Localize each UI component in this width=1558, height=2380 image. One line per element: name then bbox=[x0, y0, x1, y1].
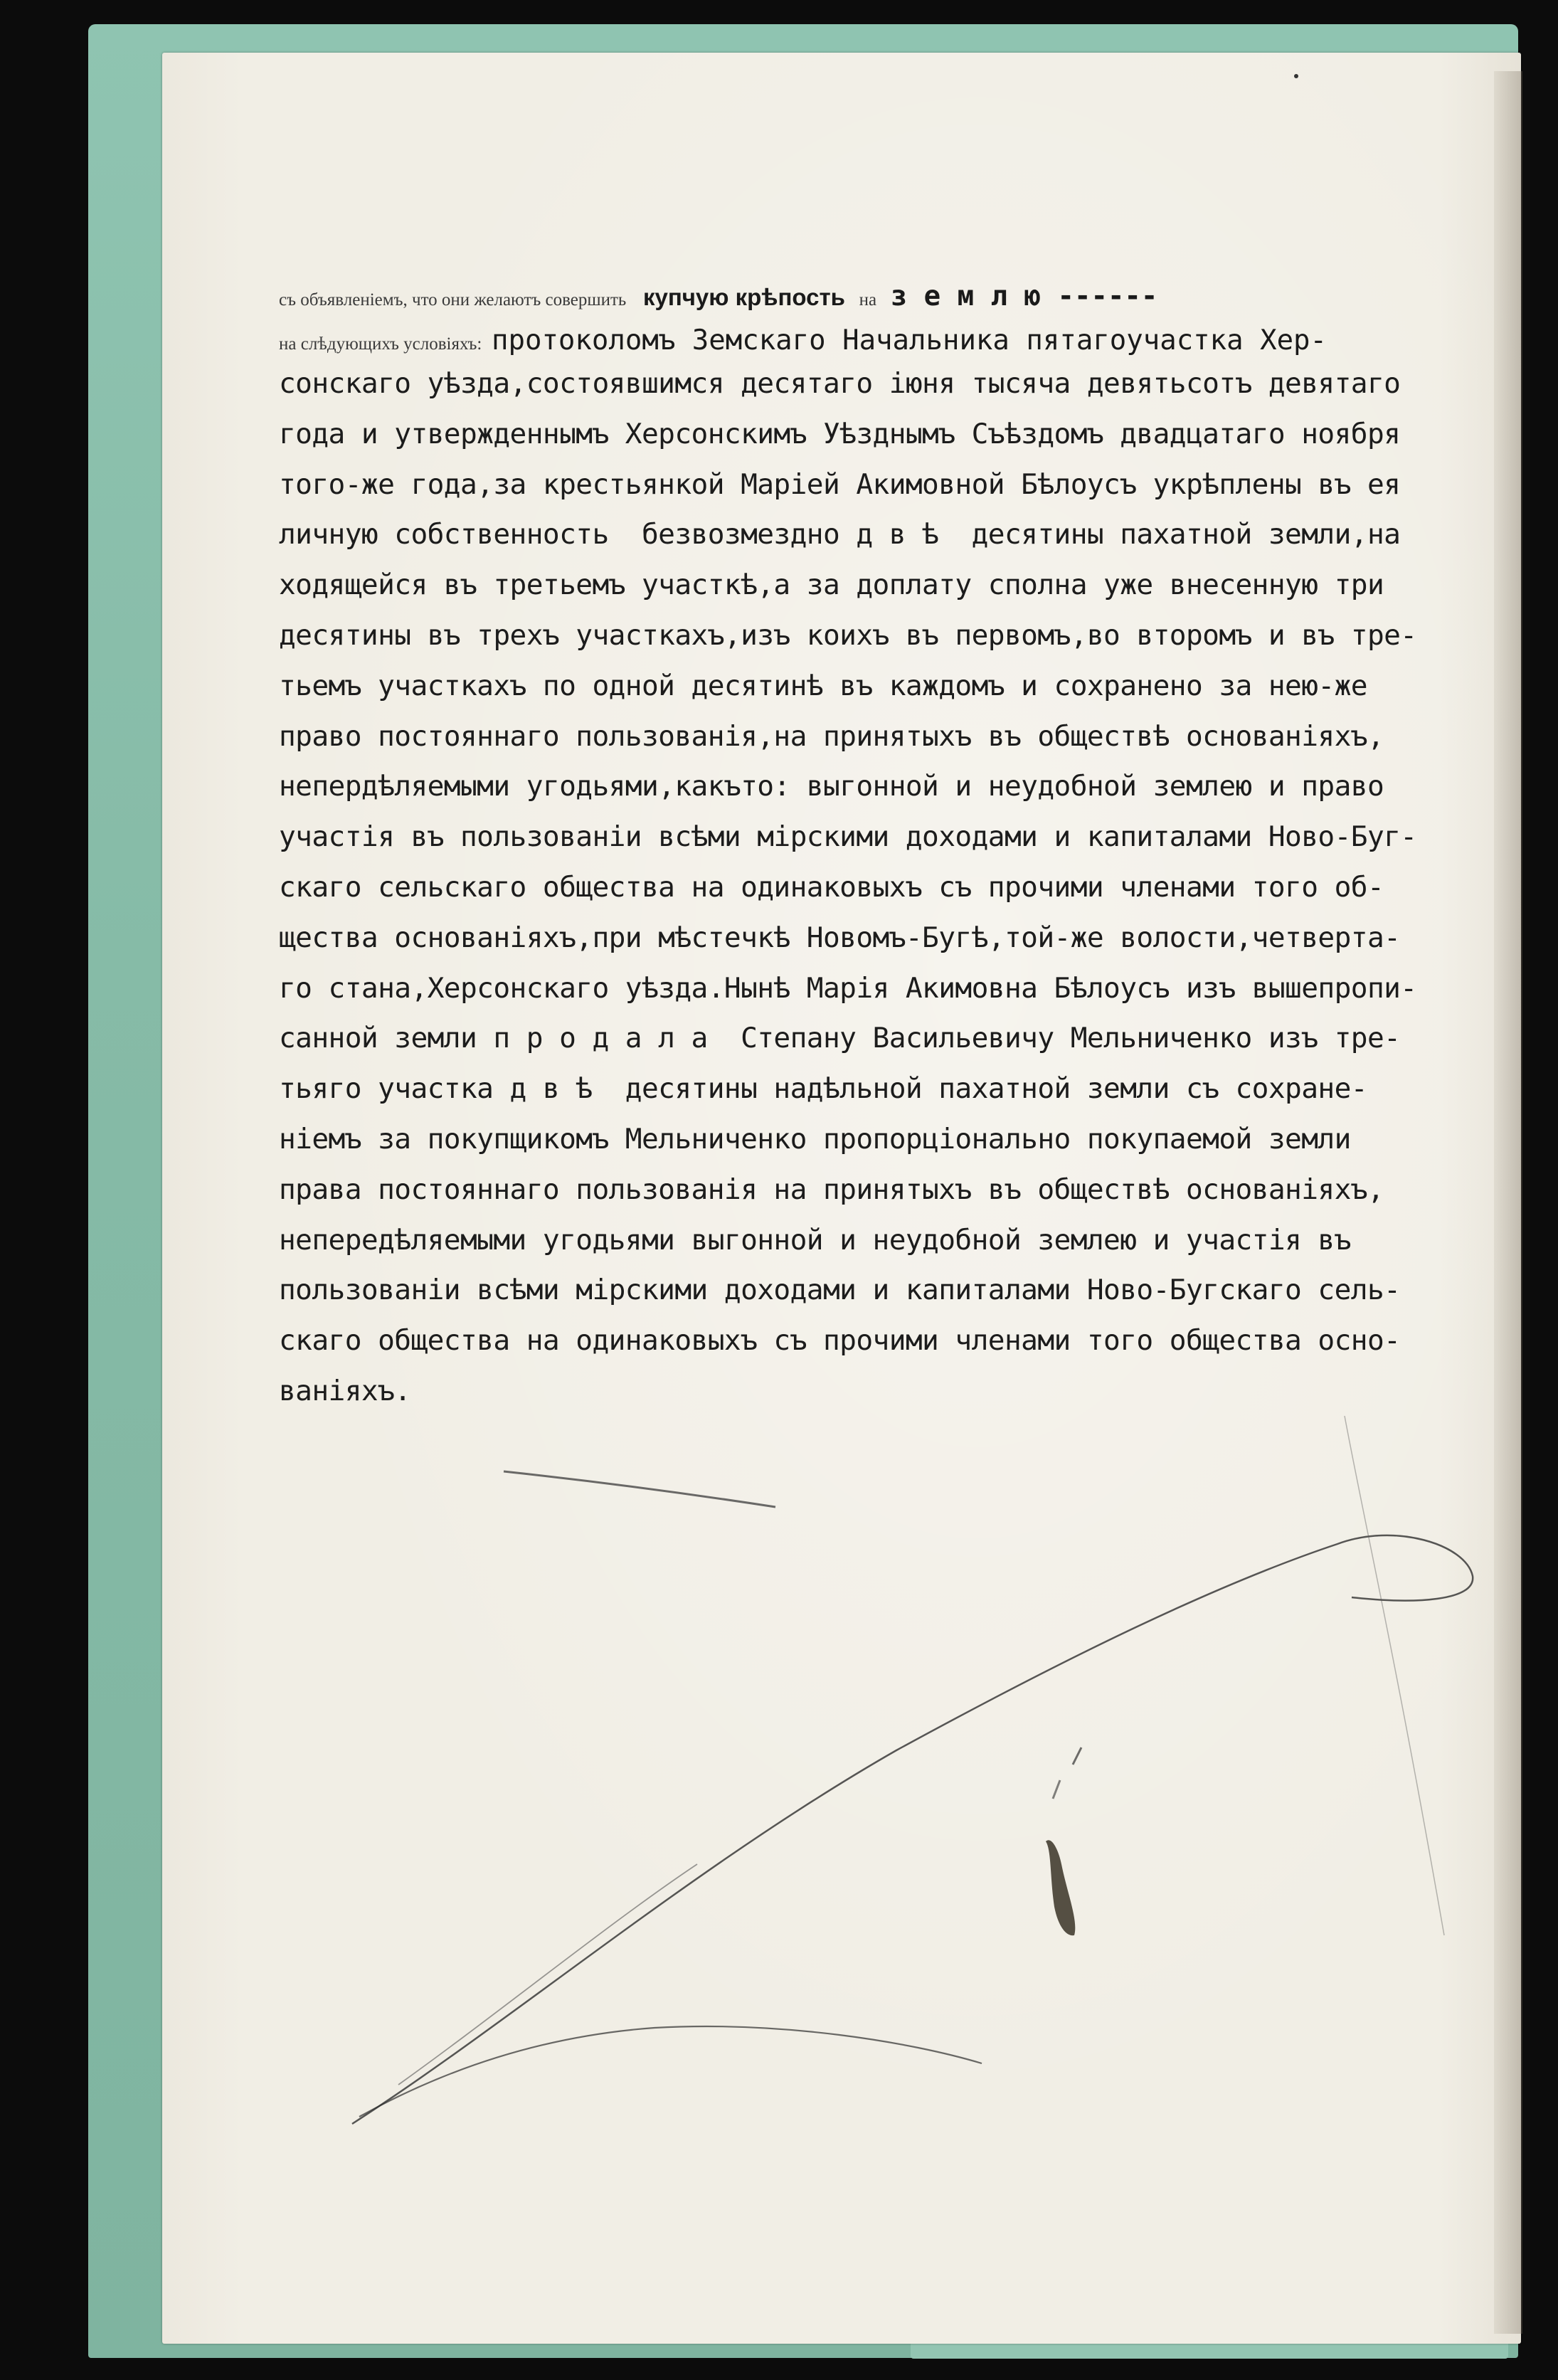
typed-line: того-же года,за крестьянкой Маріей Акимовной Бѣлоусъ укрѣплены въ ея bbox=[279, 467, 1401, 501]
typed-line: санной земли п р о д а л а Степану Васильевичу Мельниченко изъ тре- bbox=[279, 1022, 1401, 1055]
typed-line: ваніяхъ. bbox=[279, 1375, 411, 1407]
typed-line: щества основаніяхъ,при мѣстечкѣ Новомъ-Бугѣ,той-же волости,четверта- bbox=[279, 921, 1401, 954]
form-conditions: на слѣдующихъ условіяхъ: bbox=[279, 334, 482, 354]
conditions-line bbox=[279, 324, 1488, 356]
typed-line: участія въ пользованіи всѣми мірскими доходами и капиталами Ново-Буг- bbox=[279, 820, 1417, 854]
subject-typed: з е м л ю ------ bbox=[890, 280, 1158, 312]
typed-line: тьемъ участкахъ по одной десятинѣ въ каждомъ и сохранено за нею-же bbox=[279, 669, 1367, 702]
typed-line: скаго сельскаго общества на одинаковыхъ съ прочими членами того об- bbox=[279, 871, 1384, 904]
form-na: на bbox=[859, 290, 877, 310]
deed-title: купчую крѣпость bbox=[642, 284, 845, 310]
typed-line: года и утвержденнымъ Херсонскимъ Уѣзднымъ Съѣздомъ двадцатаго ноября bbox=[279, 417, 1401, 450]
typed-line: сонскаго уѣзда,состоявшимся десятаго іюня тысяча девятьсотъ девятаго bbox=[279, 367, 1401, 400]
typed-line: тьяго участка д в ѣ десятины надѣльной пахатной земли съ сохране- bbox=[279, 1072, 1367, 1106]
sheet-right-edge bbox=[1494, 71, 1522, 2334]
typed-line: непередѣляемыми угодьями выгонной и неудобной землею и участія въ bbox=[279, 1223, 1351, 1257]
form-prefix: съ объявленіемъ, что они желаютъ совершить bbox=[279, 290, 627, 310]
typed-line: десятины въ трехъ участкахъ,изъ коихъ въ первомъ,во второмъ и въ тре- bbox=[279, 619, 1417, 652]
typed-line: скаго общества на одинаковыхъ съ прочими членами того общества осно- bbox=[279, 1324, 1401, 1358]
typed-line: непердѣляемыми угодьями,какъто: выгонной и неудобной землею и право bbox=[279, 770, 1384, 803]
typed-line: пользованіи всѣми мірскими доходами и капиталами Ново-Бугскаго сель- bbox=[279, 1274, 1401, 1307]
form-header-line bbox=[279, 280, 1488, 312]
typed-line: права постояннаго пользованія на принятыхъ въ обществѣ основаніяхъ, bbox=[279, 1173, 1384, 1206]
typed-line: ходящейся въ третьемъ участкѣ,а за доплату сполна уже внесенную три bbox=[279, 568, 1384, 602]
typed-line: право постояннаго пользованія,на принятыхъ въ обществѣ основаніяхъ, bbox=[279, 719, 1384, 753]
first-typed-line: протоколомъ Земскаго Начальника пятагоучастка Хер- bbox=[492, 324, 1328, 356]
typed-line: го стана,Херсонскаго уѣзда.Нынѣ Марія Акимовна Бѣлоусъ изъ вышепропи- bbox=[279, 971, 1417, 1005]
typed-line: личную собственность безвозмездно д в ѣ десятины пахатной земли,на bbox=[279, 518, 1401, 551]
typed-line: ніемъ за покупщикомъ Мельниченко пропорціонально покупаемой земли bbox=[279, 1123, 1351, 1155]
